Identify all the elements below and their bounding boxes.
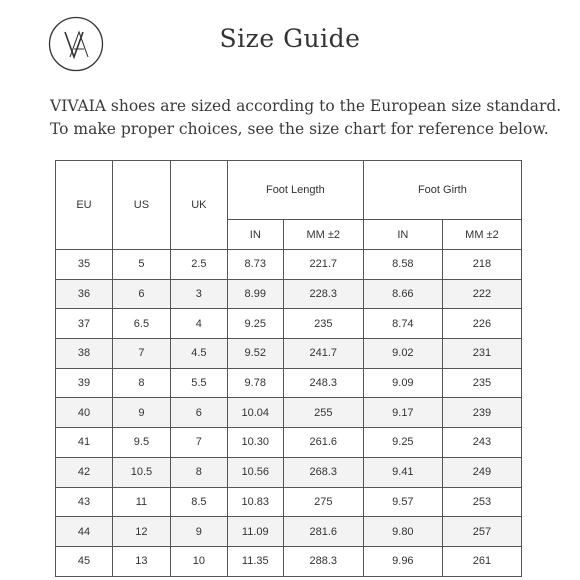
header-girth-mm: MM ±2 [442, 220, 521, 250]
cell-length-mm: 255 [283, 398, 363, 428]
cell-girth-in: 9.96 [363, 546, 442, 576]
cell-length-in: 9.52 [227, 339, 283, 369]
cell-girth-mm: 243 [442, 428, 521, 458]
table-header-row [56, 161, 522, 220]
cell-length-in: 8.99 [227, 279, 283, 309]
cell-girth-in: 8.66 [363, 279, 442, 309]
cell-girth-mm: 235 [442, 368, 521, 398]
header-us: US [112, 161, 170, 250]
cell-uk: 6 [170, 398, 227, 428]
cell-uk: 7 [170, 428, 227, 458]
cell-girth-in: 8.58 [363, 250, 442, 280]
cell-length-mm: 248.3 [283, 368, 363, 398]
intro-line-1: VIVAIA shoes are sized according to the European size standard. [50, 97, 562, 115]
cell-us: 6 [112, 279, 170, 309]
table-row [56, 398, 522, 428]
cell-us: 12 [112, 517, 170, 547]
cell-girth-in: 9.80 [363, 517, 442, 547]
cell-uk: 5.5 [170, 368, 227, 398]
cell-uk: 2.5 [170, 250, 227, 280]
header-eu: EU [56, 161, 113, 250]
cell-length-mm: 275 [283, 487, 363, 517]
intro-line-2: To make proper choices, see the size chart for reference below. [50, 120, 549, 138]
cell-girth-mm: 239 [442, 398, 521, 428]
cell-length-mm: 235 [283, 309, 363, 339]
size-chart-body [56, 250, 522, 577]
cell-girth-mm: 226 [442, 309, 521, 339]
cell-us: 9.5 [112, 428, 170, 458]
header-girth-in: IN [363, 220, 442, 250]
cell-uk: 3 [170, 279, 227, 309]
table-row [56, 457, 522, 487]
cell-length-mm: 261.6 [283, 428, 363, 458]
table-row [56, 309, 522, 339]
size-chart-table [55, 160, 522, 577]
cell-eu: 44 [56, 517, 113, 547]
header-length-in: IN [227, 220, 283, 250]
cell-length-in: 10.30 [227, 428, 283, 458]
cell-us: 5 [112, 250, 170, 280]
cell-eu: 42 [56, 457, 113, 487]
table-row [56, 250, 522, 280]
cell-girth-mm: 222 [442, 279, 521, 309]
cell-girth-mm: 218 [442, 250, 521, 280]
table-row [56, 339, 522, 369]
cell-length-mm: 268.3 [283, 457, 363, 487]
cell-us: 11 [112, 487, 170, 517]
cell-length-mm: 228.3 [283, 279, 363, 309]
cell-girth-in: 9.25 [363, 428, 442, 458]
cell-length-mm: 241.7 [283, 339, 363, 369]
cell-girth-mm: 249 [442, 457, 521, 487]
cell-length-in: 10.83 [227, 487, 283, 517]
header-foot-girth: Foot Girth [363, 161, 521, 220]
cell-uk: 10 [170, 546, 227, 576]
cell-length-in: 10.04 [227, 398, 283, 428]
cell-girth-mm: 253 [442, 487, 521, 517]
cell-length-mm: 288.3 [283, 546, 363, 576]
cell-girth-in: 8.74 [363, 309, 442, 339]
cell-eu: 35 [56, 250, 113, 280]
header-uk: UK [170, 161, 227, 250]
cell-length-mm: 281.6 [283, 517, 363, 547]
header-foot-length: Foot Length [227, 161, 363, 220]
cell-eu: 36 [56, 279, 113, 309]
cell-girth-mm: 257 [442, 517, 521, 547]
cell-length-in: 11.35 [227, 546, 283, 576]
cell-eu: 41 [56, 428, 113, 458]
cell-us: 10.5 [112, 457, 170, 487]
table-row [56, 487, 522, 517]
cell-length-in: 10.56 [227, 457, 283, 487]
cell-eu: 38 [56, 339, 113, 369]
cell-us: 6.5 [112, 309, 170, 339]
cell-length-in: 9.78 [227, 368, 283, 398]
cell-length-in: 9.25 [227, 309, 283, 339]
cell-uk: 8.5 [170, 487, 227, 517]
cell-girth-in: 9.41 [363, 457, 442, 487]
header-length-mm: MM ±2 [283, 220, 363, 250]
table-row [56, 368, 522, 398]
cell-length-mm: 221.7 [283, 250, 363, 280]
page-title: Size Guide [219, 24, 361, 53]
cell-uk: 4.5 [170, 339, 227, 369]
cell-us: 9 [112, 398, 170, 428]
cell-length-in: 11.09 [227, 517, 283, 547]
table-row [56, 517, 522, 547]
cell-eu: 40 [56, 398, 113, 428]
cell-girth-in: 9.09 [363, 368, 442, 398]
table-row [56, 546, 522, 576]
cell-us: 8 [112, 368, 170, 398]
cell-girth-in: 9.17 [363, 398, 442, 428]
cell-eu: 39 [56, 368, 113, 398]
cell-us: 7 [112, 339, 170, 369]
cell-eu: 45 [56, 546, 113, 576]
cell-uk: 4 [170, 309, 227, 339]
intro-text [50, 95, 562, 141]
cell-girth-in: 9.57 [363, 487, 442, 517]
cell-us: 13 [112, 546, 170, 576]
cell-uk: 8 [170, 457, 227, 487]
cell-girth-mm: 231 [442, 339, 521, 369]
cell-uk: 9 [170, 517, 227, 547]
table-row [56, 279, 522, 309]
cell-eu: 43 [56, 487, 113, 517]
table-row [56, 428, 522, 458]
cell-girth-in: 9.02 [363, 339, 442, 369]
cell-length-in: 8.73 [227, 250, 283, 280]
cell-girth-mm: 261 [442, 546, 521, 576]
cell-eu: 37 [56, 309, 113, 339]
